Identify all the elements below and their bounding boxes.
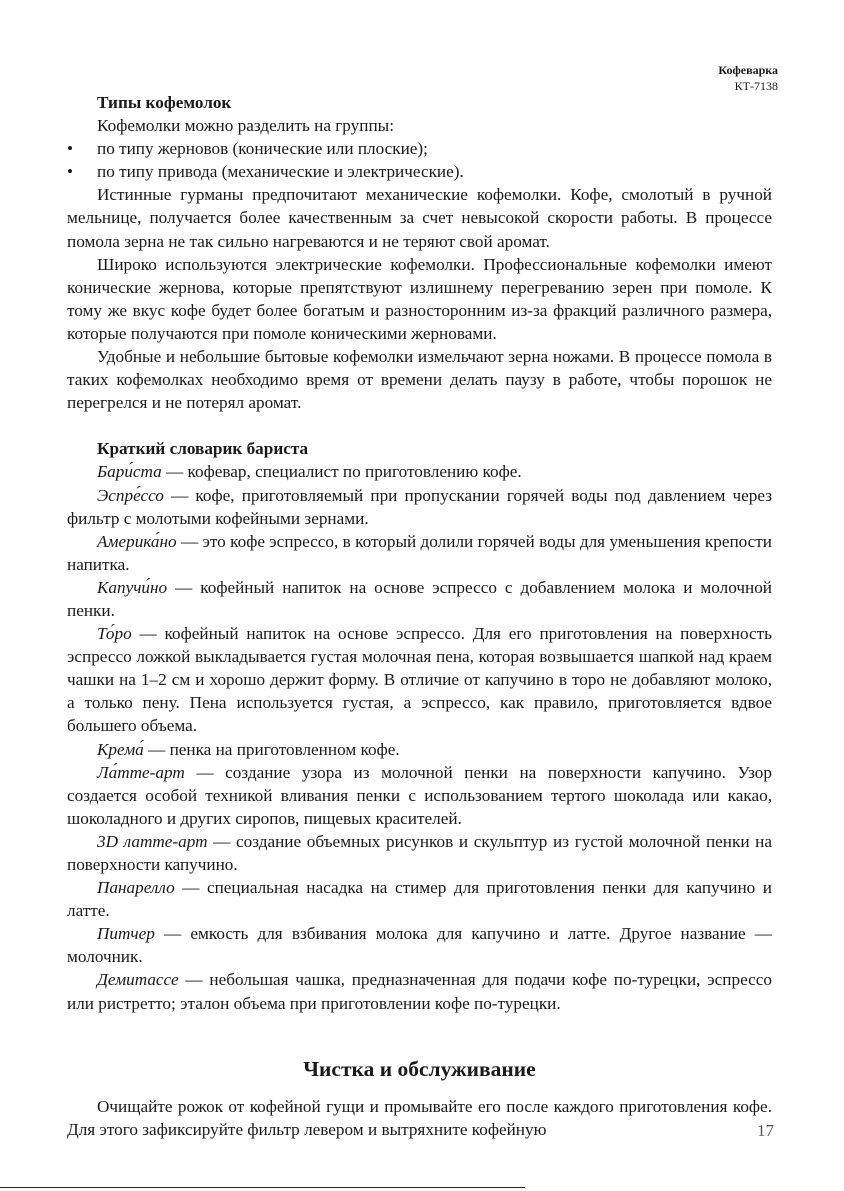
glossary-entry — [67, 738, 772, 761]
glossary-definition: — специальная насадка на стимер для приготовления пенки для капучино и латте. — [67, 878, 772, 921]
section-heading-glossary: Краткий словарик бариста — [97, 439, 309, 459]
header-model: КТ-7138 — [734, 79, 778, 93]
glossary-term: 3D латте-арт — [97, 831, 208, 851]
glossary-term: Питчер — [97, 924, 155, 944]
glossary-term: Ла́тте-арт — [97, 762, 185, 782]
glossary-entry — [67, 876, 772, 922]
glossary-term: Капучи́но — [97, 577, 168, 597]
glossary-entry — [67, 761, 772, 830]
section-heading-cleaning: Чистка и обслуживание — [303, 1056, 536, 1081]
glossary-definition: — пенка на приготовленном кофе. — [143, 739, 400, 759]
glossary-entry — [67, 622, 772, 737]
glossary-term: Америка́но — [97, 531, 177, 551]
page-content — [67, 91, 772, 1141]
section-heading-grinders: Типы кофемолок — [97, 93, 232, 112]
glossary-definition: — создание объемных рисунков и скульптур из густой молочной пенки на поверхности капучино. — [67, 831, 773, 874]
glossary-term: То́ро — [97, 624, 132, 644]
glossary-term: Крема́ — [97, 739, 144, 759]
glossary-entry — [67, 830, 772, 876]
glossary-entry — [67, 968, 772, 1014]
header-product: Кофеварка — [718, 63, 778, 77]
grinder-types-list — [67, 137, 772, 183]
bottom-rule — [0, 1187, 525, 1188]
paragraph: Широко используются электрические кофемолки. Профессиональные кофемолки имеют конические жернова, которые препятствуют излишнему перегреванию зерен при помоле. К тому же вкус кофе будет более богатым и разносторонним из-за фракций различного размера, которые получаются при помоле коническими жерновами. — [67, 254, 772, 343]
glossary-entry — [67, 576, 772, 622]
glossary-term: Эспре́ссо — [97, 485, 164, 505]
paragraph: Очищайте рожок от кофейной гущи и промывайте его после каждого приготовления кофе. Для этого зафиксируйте фильтр левером и вытряхните кофейную — [67, 1096, 772, 1139]
grinders-intro: Кофемолки можно разделить на группы: — [97, 116, 394, 136]
glossary-definition: — кофевар, специалист по приготовлению кофе. — [161, 462, 522, 482]
glossary-entry — [67, 484, 772, 530]
glossary-definition: — небольшая чашка, предназначенная для подачи кофе по-турецки, эспрессо или ристретто; эталон объема при приготовлении кофе по-турецки. — [67, 970, 772, 1013]
glossary-term: Демитассе — [97, 970, 179, 990]
glossary-entry — [67, 922, 772, 968]
list-item: • по типу привода (механические и электрические). — [67, 160, 772, 183]
glossary-entry — [67, 460, 772, 483]
glossary-entry — [67, 530, 772, 576]
glossary-term: Панарелло — [97, 878, 175, 898]
glossary-definition: — кофе, приготовляемый при пропускании горячей воды под давлением через фильтр с молотыми кофейными зернами. — [67, 485, 772, 528]
page-number: 17 — [757, 1121, 774, 1140]
glossary-definition: — это кофе эспрессо, в который долили горячей воды для уменьшения крепости напитка. — [67, 531, 772, 574]
glossary-definition: — емкость для взбивания молока для капучино и латте. Другое название — молочник. — [67, 924, 772, 967]
paragraph: Удобные и небольшие бытовые кофемолки измельчают зерна ножами. В процессе помола в таких кофемолках необходимо время от времени делать паузу в работе, чтобы порошок не перегрелся и не потерял аромат. — [67, 347, 772, 413]
glossary-definition: — кофейный напиток на основе эспрессо с добавлением молока и молочной пенки. — [67, 577, 772, 620]
paragraph: Истинные гурманы предпочитают механические кофемолки. Кофе, смолотый в ручной мельнице, получается более качественным за счет невысокой скорости работы. В процессе помола зерна не так сильно нагреваются и не теряют свой аромат. — [67, 185, 772, 251]
page-header — [718, 62, 778, 94]
list-item: • по типу жерновов (конические или плоские); — [67, 137, 772, 160]
glossary-term: Бари́ста — [97, 462, 162, 482]
glossary-definition: — кофейный напиток на основе эспрессо. Для его приготовления на поверхность эспрессо ложкой выкладывается густая молочная пена, которая возвышается шапкой над краем чашки на 1–2 см и хорошо держит форму. В отличие от капучино в торо не добавляют молоко, а только пену. Пена используется густая, а эспрессо, как правило, приготовляется вдвое большего объема. — [67, 624, 772, 736]
glossary-definition: — создание узора из молочной пенки на поверхности капучино. Узор создается особой техникой вливания пенки с использованием тертого шоколада или какао, шоколадного и других сиропов, пищевых красителей. — [67, 762, 772, 828]
